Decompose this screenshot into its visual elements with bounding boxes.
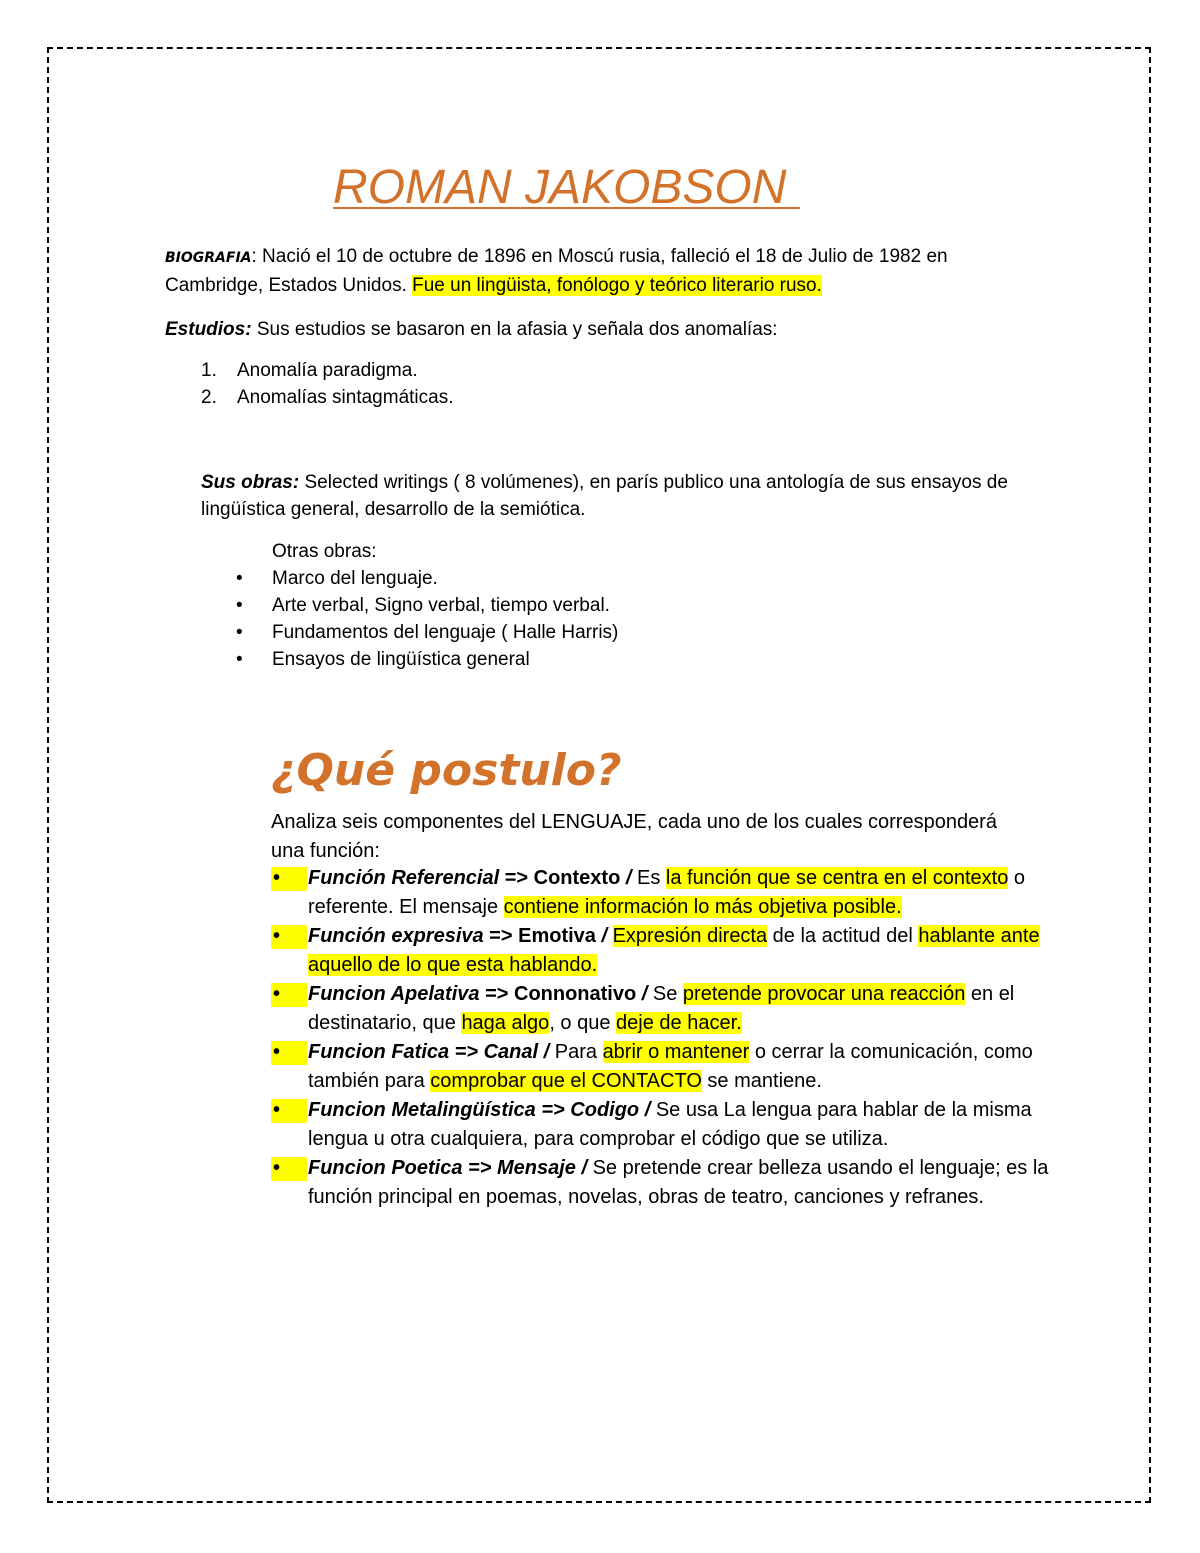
biografia-label: BIOGRAFIA xyxy=(165,250,252,266)
bullet-icon: • xyxy=(273,1157,281,1179)
bullet-icon: • xyxy=(273,983,281,1005)
function-item xyxy=(271,1096,1051,1154)
function-item xyxy=(271,980,1051,1038)
function-arrow: => xyxy=(479,983,514,1005)
highlighted-text: haga algo xyxy=(461,1012,550,1034)
estudios-label: Estudios: xyxy=(165,319,252,340)
function-arrow: => xyxy=(483,925,519,947)
obras-text: Selected writings ( 8 volúmenes), en parís publico una antología de sus ensayos de lingüística general, desarrollo de la semiótica. xyxy=(201,472,1008,520)
function-item xyxy=(271,1038,1051,1096)
function-arrow: => xyxy=(499,867,534,889)
bullet-icon: • xyxy=(236,568,243,589)
function-category: Connonativo xyxy=(514,983,637,1005)
function-name: Funcion Poetica xyxy=(308,1157,463,1179)
otras-obras-list xyxy=(236,565,618,673)
bullet-highlight xyxy=(271,1041,307,1065)
function-arrow: => xyxy=(535,1099,571,1121)
function-slash: / xyxy=(639,1099,656,1121)
highlighted-text: abrir o mantener xyxy=(602,1041,750,1063)
function-name: Funcion Fatica xyxy=(308,1041,450,1063)
function-text: se mantiene. xyxy=(701,1070,822,1092)
biografia-separator: : xyxy=(251,246,257,267)
estudios-list xyxy=(201,357,454,411)
bullet-highlight xyxy=(271,867,307,891)
biografia-paragraph xyxy=(165,243,1045,299)
list-item-text: Arte verbal, Signo verbal, tiempo verbal. xyxy=(272,595,610,616)
function-slash: / xyxy=(575,1157,593,1179)
function-slash: / xyxy=(538,1041,555,1063)
function-text: Es xyxy=(636,867,666,889)
list-item xyxy=(236,592,618,619)
biografia-text: Nació el 10 de octubre de 1896 en Moscú rusia, falleció el 18 de Julio de 1982 en Cambridge, Estados Unidos. xyxy=(165,246,948,296)
list-item xyxy=(201,384,454,411)
bullet-highlight xyxy=(271,1157,307,1181)
biografia-highlight: Fue un lingüista, fonólogo y teórico literario ruso. xyxy=(412,275,822,296)
list-item-text: Marco del lenguaje. xyxy=(272,568,438,589)
bullet-highlight xyxy=(271,925,307,949)
otras-obras-label: Otras obras: xyxy=(272,541,377,562)
function-item xyxy=(271,1154,1051,1212)
function-name: Función expresiva xyxy=(308,925,484,947)
bullet-icon: • xyxy=(236,595,243,616)
section-heading: ¿Qué postulo? xyxy=(271,745,622,796)
function-text: , o que xyxy=(549,1012,617,1034)
function-item xyxy=(271,922,1051,980)
function-item xyxy=(271,864,1051,922)
function-text: Para xyxy=(554,1041,603,1063)
bullet-icon: • xyxy=(236,622,243,643)
estudios-text: Sus estudios se basaron en la afasia y señala dos anomalías: xyxy=(251,319,778,340)
bullet-icon: • xyxy=(236,649,243,670)
bullet-highlight xyxy=(271,983,307,1007)
function-text: de la actitud del xyxy=(767,925,919,947)
function-text: Se pretende crear belleza usando el lenguaje; es la función principal en poemas, novelas, obras de teatro, canciones y refranes. xyxy=(308,1157,1049,1208)
bullet-icon: • xyxy=(273,1041,281,1063)
estudios-paragraph xyxy=(165,316,1045,343)
function-arrow: => xyxy=(449,1041,484,1063)
function-arrow: => xyxy=(462,1157,497,1179)
highlighted-text: pretende provocar una reacción xyxy=(682,983,966,1005)
highlighted-text: comprobar que el CONTACTO xyxy=(430,1070,702,1092)
function-text: en el destinatario, que xyxy=(308,983,1015,1034)
highlighted-text: Expresión directa xyxy=(612,925,768,947)
function-text: Se usa La lengua para hablar de la misma lengua u otra cualquiera, para comprobar el código que se utiliza. xyxy=(308,1099,1032,1150)
obras-paragraph xyxy=(201,469,1031,523)
bullet-icon: • xyxy=(273,867,281,889)
function-slash: / xyxy=(636,983,653,1005)
highlighted-text: contiene información lo más objetiva posible. xyxy=(503,896,902,918)
list-item-text: Ensayos de lingüística general xyxy=(272,649,530,670)
bullet-icon: • xyxy=(273,925,281,947)
list-item-text: Anomalías sintagmáticas. xyxy=(237,387,454,408)
list-item-text: Fundamentos del lenguaje ( Halle Harris) xyxy=(272,622,619,643)
function-name: Función Referencial xyxy=(308,867,500,889)
function-text: Se xyxy=(652,983,683,1005)
list-number: 2. xyxy=(201,387,217,408)
function-name: Funcion Apelativa xyxy=(308,983,480,1005)
bullet-highlight xyxy=(271,1099,307,1123)
highlighted-text: hablante ante aquello de lo que esta hablando. xyxy=(308,925,1040,976)
function-text: o referente. El mensaje xyxy=(308,867,1026,918)
function-text: o cerrar la comunicación, como también para xyxy=(308,1041,1033,1092)
list-item xyxy=(201,357,454,384)
list-item xyxy=(236,565,618,592)
function-category: Canal xyxy=(483,1041,539,1063)
obras-label: Sus obras: xyxy=(201,472,300,493)
list-number: 1. xyxy=(201,360,217,381)
list-item xyxy=(236,646,618,673)
function-slash: / xyxy=(595,925,613,947)
function-category: Contexto xyxy=(533,867,621,889)
function-slash: / xyxy=(620,867,637,889)
function-category: Emotiva xyxy=(518,925,596,947)
function-category: Mensaje xyxy=(496,1157,576,1179)
document-title: ROMAN JAKOBSON xyxy=(333,161,800,214)
functions-list xyxy=(271,864,1051,1212)
highlighted-text: deje de hacer. xyxy=(616,1012,742,1034)
function-category: Codigo xyxy=(570,1099,640,1121)
function-name: Funcion Metalingüística xyxy=(308,1099,536,1121)
postulo-intro: Analiza seis componentes del LENGUAJE, cada uno de los cuales corresponderá una función: xyxy=(271,811,997,862)
list-item-text: Anomalía paradigma. xyxy=(237,360,418,381)
bullet-icon: • xyxy=(273,1099,281,1121)
highlighted-text: la función que se centra en el contexto xyxy=(665,867,1009,889)
list-item xyxy=(236,619,618,646)
